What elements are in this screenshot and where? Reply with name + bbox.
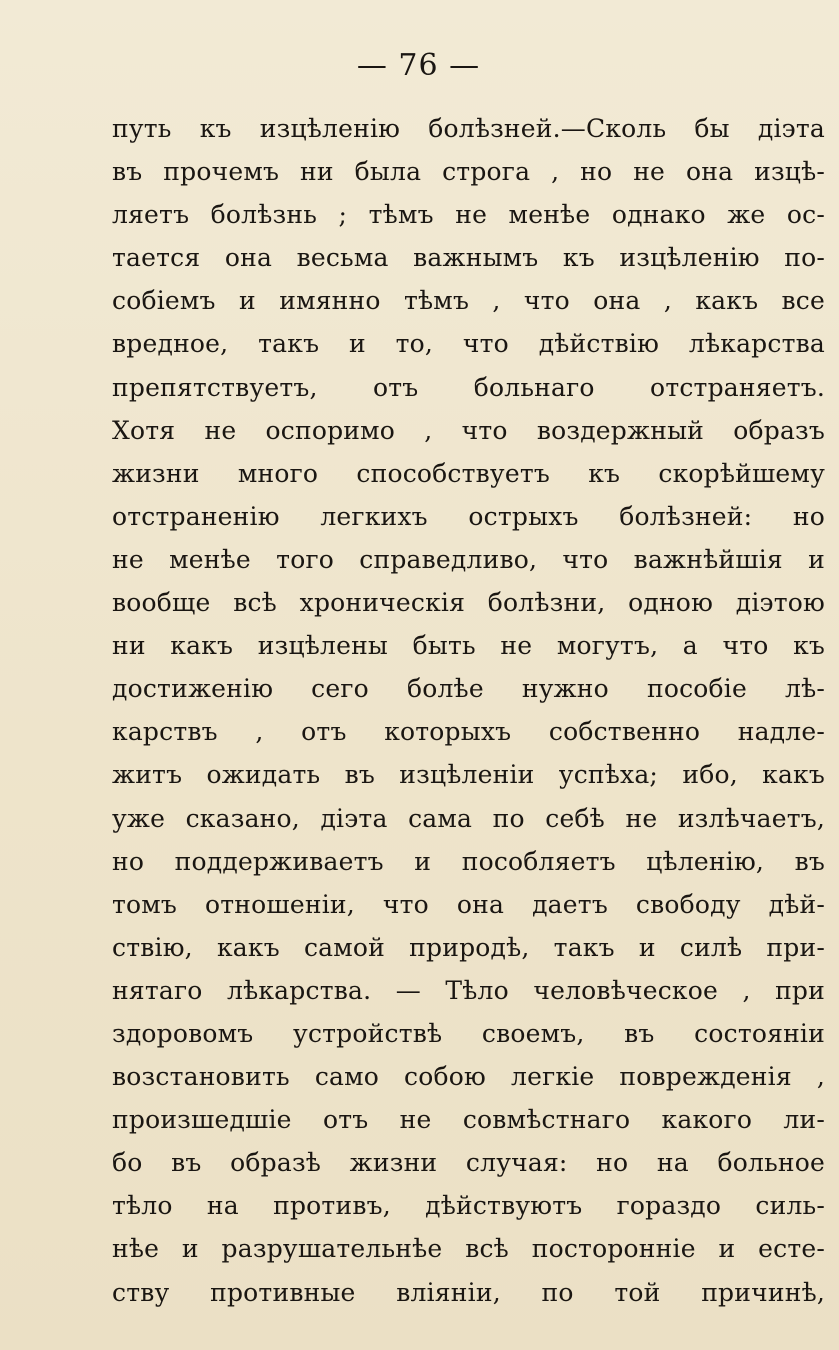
text-line: нятаго лѣкарства. — Тѣло человѣческое , при <box>112 975 825 1005</box>
text-line: ствію, какъ самой природѣ, такъ и силѣ при- <box>112 932 825 962</box>
text-line: но поддерживаетъ и пособляетъ цѣленію, въ <box>112 846 825 876</box>
text-line: въ прочемъ ни была строга , но не она изцѣ- <box>112 157 825 187</box>
text-line: вообще всѣ хроническія болѣзни, одною діэтою <box>112 588 825 618</box>
text-line: не менѣе того справедливо, что важнѣйшія и <box>112 544 825 574</box>
text-line: житъ ожидать въ изцѣленіи успѣха; ибо, какъ <box>112 760 825 790</box>
text-line: вредное, такъ и то, что дѣйствію лѣкарства <box>112 329 825 359</box>
text-line: тѣло на противъ, дѣйствуютъ гораздо силь- <box>112 1191 825 1221</box>
text-line: карствъ , отъ которыхъ собственно надле- <box>112 717 825 747</box>
text-line: ни какъ изцѣлены быть не могутъ, а что къ <box>112 631 825 661</box>
page-number: — 76 — <box>356 48 481 83</box>
text-line: возстановить само собою легкіе поврежденія , <box>112 1062 825 1092</box>
body-text <box>112 107 825 1314</box>
text-line: тается она весьма важнымъ къ изцѣленію по- <box>112 243 825 273</box>
text-line: бо въ образѣ жизни случая: но на больное <box>112 1148 825 1178</box>
text-line: ству противные вліяніи, по той причинѣ, <box>112 1277 825 1307</box>
text-line: томъ отношеніи, что она даетъ свободу дѣй- <box>112 889 825 919</box>
text-line: путь къ изцѣленію болѣзней.—Сколь бы діэта <box>112 114 825 143</box>
text-line: здоровомъ устройствѣ своемъ, въ состояніи <box>112 1018 825 1048</box>
text-line: произшедшіе отъ не совмѣстнаго какого ли- <box>112 1105 825 1135</box>
text-line: уже сказано, діэта сама по себѣ не излѣчаетъ, <box>112 803 825 833</box>
text-line: достиженію сего болѣе нужно пособіе лѣ- <box>112 674 825 704</box>
text-line: нѣе и разрушательнѣе всѣ посторонніе и есте- <box>112 1234 825 1264</box>
text-line: препятствуетъ, отъ больнаго отстраняетъ. <box>112 372 825 402</box>
text-line: ляетъ болѣзнь ; тѣмъ не менѣе однако же ос- <box>112 200 825 230</box>
text-line: собіемъ и имянно тѣмъ , что она , какъ все <box>112 286 825 316</box>
text-line: отстраненію легкихъ острыхъ болѣзней: но <box>112 501 825 531</box>
text-line: жизни много способствуетъ къ скорѣйшему <box>112 458 825 488</box>
text-line: Хотя не оспоримо , что воздержный образъ <box>112 415 825 445</box>
